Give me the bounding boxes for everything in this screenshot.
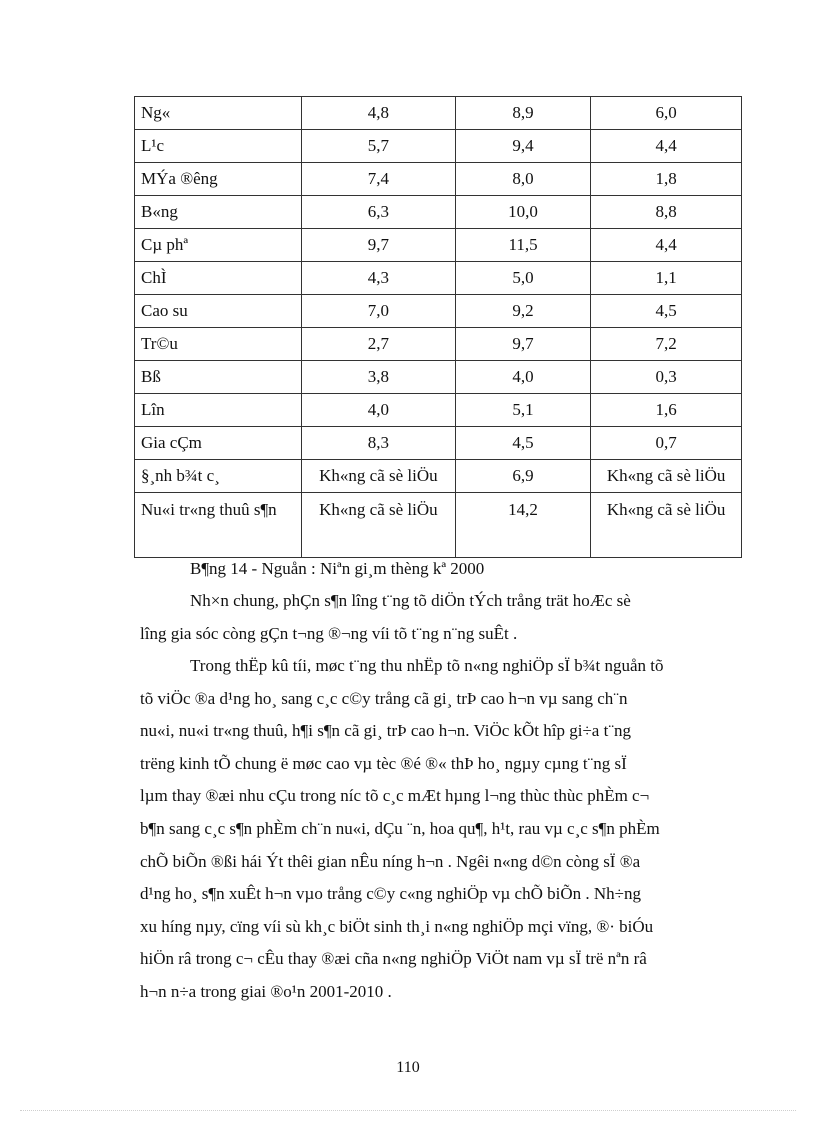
cell-col3: 1,1: [591, 262, 742, 295]
page-bottom-rule: [20, 1110, 796, 1111]
cell-col3: 1,6: [591, 394, 742, 427]
table-row: [135, 361, 742, 394]
cell-col2: 6,9: [455, 460, 590, 493]
cell-col2: 8,0: [455, 163, 590, 196]
cell-col1: 8,3: [302, 427, 456, 460]
row-label: Tr©u: [135, 328, 302, 361]
table-body: [135, 97, 742, 558]
text-line: d¹ng ho¸ s¶n xuÊt h¬n vµo trång c©y c«ng nghiÖp vµ chÕ biÕn . Nh÷ng: [140, 884, 641, 904]
cell-col1: 5,7: [302, 130, 456, 163]
table-row: [135, 493, 742, 558]
table-row: [135, 130, 742, 163]
text-line: trëng kinh tÕ chung ë møc cao vµ tèc ®é ®« thÞ ho¸ ngµy cµng t¨ng sÏ: [140, 753, 627, 773]
cell-col3: 0,7: [591, 427, 742, 460]
cell-col3: 0,3: [591, 361, 742, 394]
cell-col3: 1,8: [591, 163, 742, 196]
text-line: lµm thay ®æi nhu cÇu trong níc tõ c¸c mÆt hµng l¬ng thùc thùc phÈm c¬: [140, 786, 650, 806]
text-line: tõ viÖc ®a d¹ng ho¸ sang c¸c c©y trång cã gi¸ trÞ cao h¬n vµ sang ch¨n: [140, 688, 628, 708]
table-caption: B¶ng 14 - Nguån : Niªn gi¸m thèng kª 2000: [190, 559, 485, 578]
text-line: Trong thËp kû tíi, møc t¨ng thu nhËp tõ n«ng nghiÖp sÏ b¾t nguån tõ: [190, 656, 664, 675]
text-line: nu«i, nu«i tr«ng thuû, h¶i s¶n cã gi¸ trÞ cao h¬n. ViÖc kÕt hîp gi÷a t¨ng: [140, 721, 631, 741]
row-label: MÝa ®êng: [135, 163, 302, 196]
text-line: hiÖn râ trong c¬ cÊu thay ®æi cña n«ng nghiÖp ViÖt nam vµ sÏ trë nªn râ: [140, 949, 647, 969]
row-label: L¹c: [135, 130, 302, 163]
cell-col3: 6,0: [591, 97, 742, 130]
cell-col1: 3,8: [302, 361, 456, 394]
table-row: [135, 460, 742, 493]
cell-col1: 7,0: [302, 295, 456, 328]
row-label: Bß: [135, 361, 302, 394]
row-label: Gia cÇm: [135, 427, 302, 460]
table-row: [135, 427, 742, 460]
cell-col1: 9,7: [302, 229, 456, 262]
cell-col1: Kh«ng cã sè liÖu: [302, 493, 456, 558]
table-row: [135, 328, 742, 361]
cell-col1: 6,3: [302, 196, 456, 229]
table-row: [135, 394, 742, 427]
cell-col3: 4,5: [591, 295, 742, 328]
page-number: 110: [396, 1059, 420, 1076]
row-label: Nu«i tr«ng thuû s¶n: [135, 493, 302, 558]
cell-col3: 4,4: [591, 130, 742, 163]
paragraph-1: [140, 585, 740, 650]
cell-col2: 4,5: [455, 427, 590, 460]
table-row: [135, 229, 742, 262]
paragraph-2: [140, 650, 740, 1009]
cell-col2: 14,2: [455, 493, 590, 558]
row-label: Ng«: [135, 97, 302, 130]
statistics-table: [134, 96, 742, 558]
text-line: xu híng nµy, cïng víi sù kh¸c biÖt sinh th¸i n«ng nghiÖp mçi vïng, ®· biÓu: [140, 916, 654, 936]
cell-col3: Kh«ng cã sè liÖu: [591, 493, 742, 558]
cell-col3: 4,4: [591, 229, 742, 262]
cell-col2: 4,0: [455, 361, 590, 394]
cell-col1: 4,8: [302, 97, 456, 130]
text-line: h¬n n÷a trong giai ®o¹n 2001-2010 .: [140, 981, 392, 1001]
cell-col2: 9,4: [455, 130, 590, 163]
row-label: §¸nh b¾t c¸: [135, 460, 302, 493]
cell-col2: 5,0: [455, 262, 590, 295]
text-line: lîng gia sóc còng gÇn t¬ng ®¬ng víi tõ t¨ng n¨ng suÊt .: [140, 623, 518, 643]
cell-col1: Kh«ng cã sè liÖu: [302, 460, 456, 493]
cell-col2: 10,0: [455, 196, 590, 229]
text-line: chÕ biÕn ®ßi hái Ýt thêi gian nÊu níng h¬n . Ngêi n«ng d©n còng sÏ ®a: [140, 851, 641, 871]
text-line: b¶n sang c¸c s¶n phÈm ch¨n nu«i, dÇu ¨n, hoa qu¶, h¹t, rau vµ c¸c s¶n phÈm: [140, 818, 660, 838]
cell-col1: 2,7: [302, 328, 456, 361]
row-label: Cao su: [135, 295, 302, 328]
cell-col2: 8,9: [455, 97, 590, 130]
cell-col2: 9,7: [455, 328, 590, 361]
table-row: [135, 196, 742, 229]
row-label: Lîn: [135, 394, 302, 427]
row-label: ChÌ: [135, 262, 302, 295]
cell-col1: 4,0: [302, 394, 456, 427]
row-label: Cµ phª: [135, 229, 302, 262]
table-row: [135, 163, 742, 196]
cell-col3: Kh«ng cã sè liÖu: [591, 460, 742, 493]
cell-col3: 7,2: [591, 328, 742, 361]
row-label: B«ng: [135, 196, 302, 229]
cell-col2: 5,1: [455, 394, 590, 427]
text-line: Nh×n chung, phÇn s¶n lîng t¨ng tõ diÖn tÝch trång trät hoÆc sè: [190, 591, 631, 610]
table-row: [135, 262, 742, 295]
cell-col1: 4,3: [302, 262, 456, 295]
cell-col2: 11,5: [455, 229, 590, 262]
cell-col2: 9,2: [455, 295, 590, 328]
cell-col3: 8,8: [591, 196, 742, 229]
table-row: [135, 97, 742, 130]
cell-col1: 7,4: [302, 163, 456, 196]
table-row: [135, 295, 742, 328]
